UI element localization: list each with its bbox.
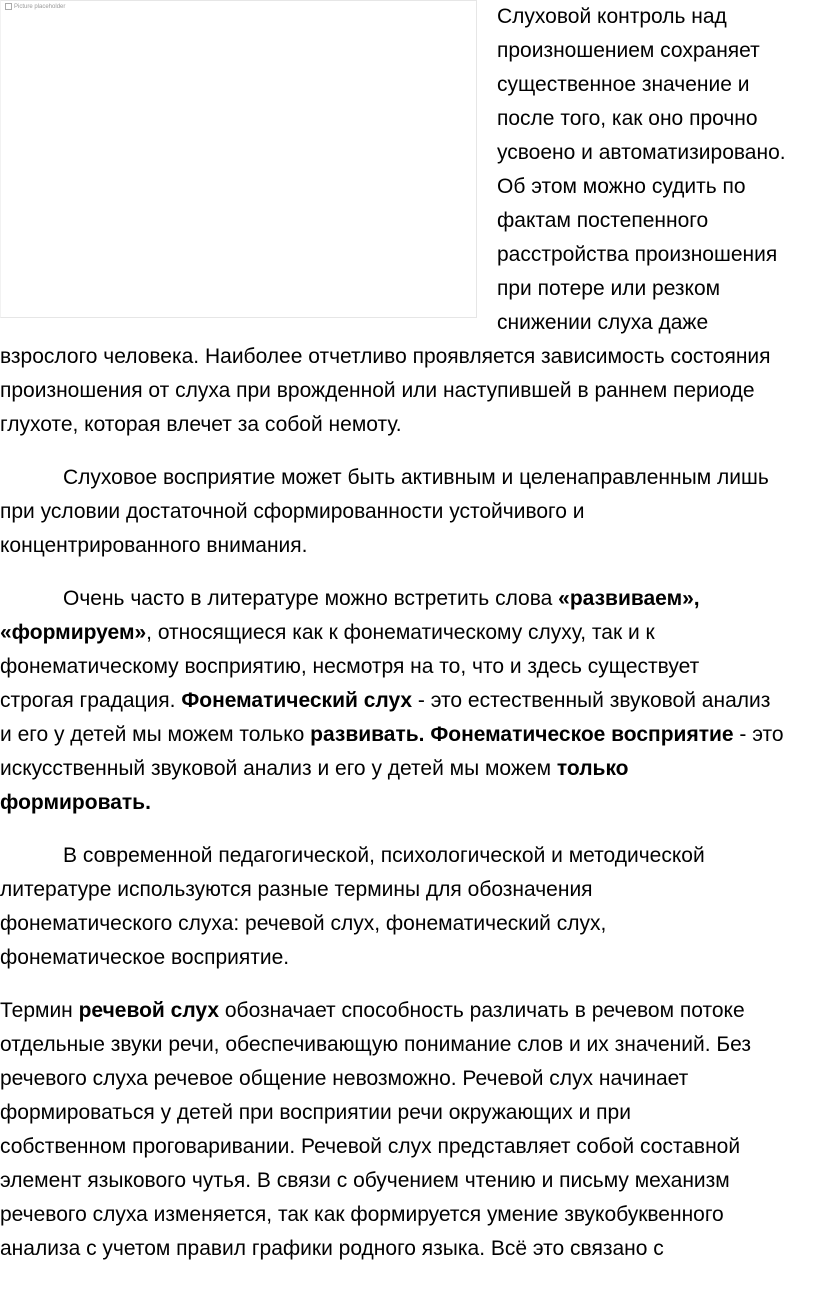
text-line: усвоено и автоматизировано. bbox=[497, 141, 786, 164]
text-line: фактам постепенного bbox=[497, 209, 709, 232]
text-run: обозначает способность различать в речевом потоке bbox=[219, 999, 745, 1022]
text-line: снижении слуха даже bbox=[497, 311, 709, 334]
text-run: - это bbox=[733, 723, 784, 746]
bold-term: «развиваем», bbox=[558, 587, 700, 610]
text-line: литературе используются разные термины для обозначения bbox=[0, 878, 593, 901]
text-line: при потере или резком bbox=[497, 277, 721, 300]
text-line: фонематического слуха: речевой слух, фонематический слух, bbox=[0, 912, 607, 935]
text-run: Очень часто в литературе можно встретить слова bbox=[63, 587, 559, 610]
image-caption bbox=[5, 3, 65, 11]
text-run: - это естественный звуковой анализ bbox=[412, 689, 771, 712]
text-line bbox=[0, 684, 816, 718]
paragraph-2 bbox=[0, 461, 816, 563]
text-line: Слуховое восприятие может быть активным и целенаправленным лишь bbox=[63, 466, 769, 489]
image-placeholder bbox=[0, 0, 477, 318]
text-line: речевого слуха изменяется, так как формируется умение звукобуквенного bbox=[0, 1203, 724, 1226]
text-line: существенное значение и bbox=[497, 73, 750, 96]
text-line bbox=[0, 752, 816, 786]
text-line: собственном проговаривании. Речевой слух представляет собой составной bbox=[0, 1135, 741, 1158]
text-line bbox=[0, 616, 816, 650]
text-line: фонематическому восприятию, несмотря на то, что и здесь существует bbox=[0, 655, 700, 678]
text-line: произношения от слуха при врожденной или наступившей в раннем периоде bbox=[0, 379, 755, 402]
paragraph-1 bbox=[0, 340, 816, 442]
text-line: при условии достаточной сформированности устойчивого и bbox=[0, 500, 585, 523]
paragraph-3 bbox=[0, 582, 816, 820]
text-line bbox=[0, 718, 816, 752]
text-line: Об этом можно судить по bbox=[497, 175, 746, 198]
text-line: В современной педагогической, психологической и методической bbox=[63, 844, 705, 867]
text-run: искусственный звуковой анализ и его у детей мы можем bbox=[0, 757, 557, 780]
text-line: Слуховой контроль над bbox=[497, 5, 727, 28]
text-line bbox=[0, 994, 816, 1028]
bold-term: только bbox=[556, 757, 629, 780]
text-line: анализа с учетом правил графики родного языка. Всё это связано с bbox=[0, 1237, 664, 1260]
bold-term: «формируем» bbox=[0, 621, 147, 644]
text-line: взрослого человека. Наиболее отчетливо проявляется зависимость состояния bbox=[0, 345, 771, 368]
paragraph-5 bbox=[0, 994, 816, 1266]
paragraph-4 bbox=[0, 839, 816, 975]
bold-term: Фонематический слух bbox=[181, 689, 413, 712]
bold-term: развивать. Фонематическое восприятие bbox=[310, 723, 734, 746]
text-line: расстройства произношения bbox=[497, 243, 778, 266]
bold-term: речевой слух bbox=[78, 999, 220, 1022]
document-body bbox=[0, 340, 816, 1266]
text-line: отдельные звуки речи, обеспечивающую понимание слов и их значений. Без bbox=[0, 1033, 752, 1056]
text-line: формироваться у детей при восприятии речи окружающих и при bbox=[0, 1101, 631, 1124]
image-caption-text: Picture placeholder bbox=[14, 4, 66, 11]
broken-image-icon bbox=[5, 3, 12, 10]
text-line: элемент языкового чутья. В связи с обучением чтению и письму механизм bbox=[0, 1169, 730, 1192]
text-line bbox=[0, 582, 816, 616]
text-line: речевого слуха речевое общение невозможно. Речевой слух начинает bbox=[0, 1067, 689, 1090]
text-run: строгая градация. bbox=[0, 689, 182, 712]
text-line: глухоте, которая влечет за собой немоту. bbox=[0, 413, 402, 436]
text-run: Термин bbox=[0, 999, 79, 1022]
text-line: произношением сохраняет bbox=[497, 39, 760, 62]
text-line: после того, как оно прочно bbox=[497, 107, 758, 130]
text-line bbox=[0, 786, 816, 820]
text-line: концентрированного внимания. bbox=[0, 534, 308, 557]
text-run: и его у детей мы можем только bbox=[0, 723, 311, 746]
text-run: , относящиеся как к фонематическому слуху, так и к bbox=[146, 621, 655, 644]
bold-term: формировать. bbox=[0, 791, 151, 814]
text-line: фонематическое восприятие. bbox=[0, 946, 290, 969]
floating-paragraph bbox=[497, 0, 816, 340]
